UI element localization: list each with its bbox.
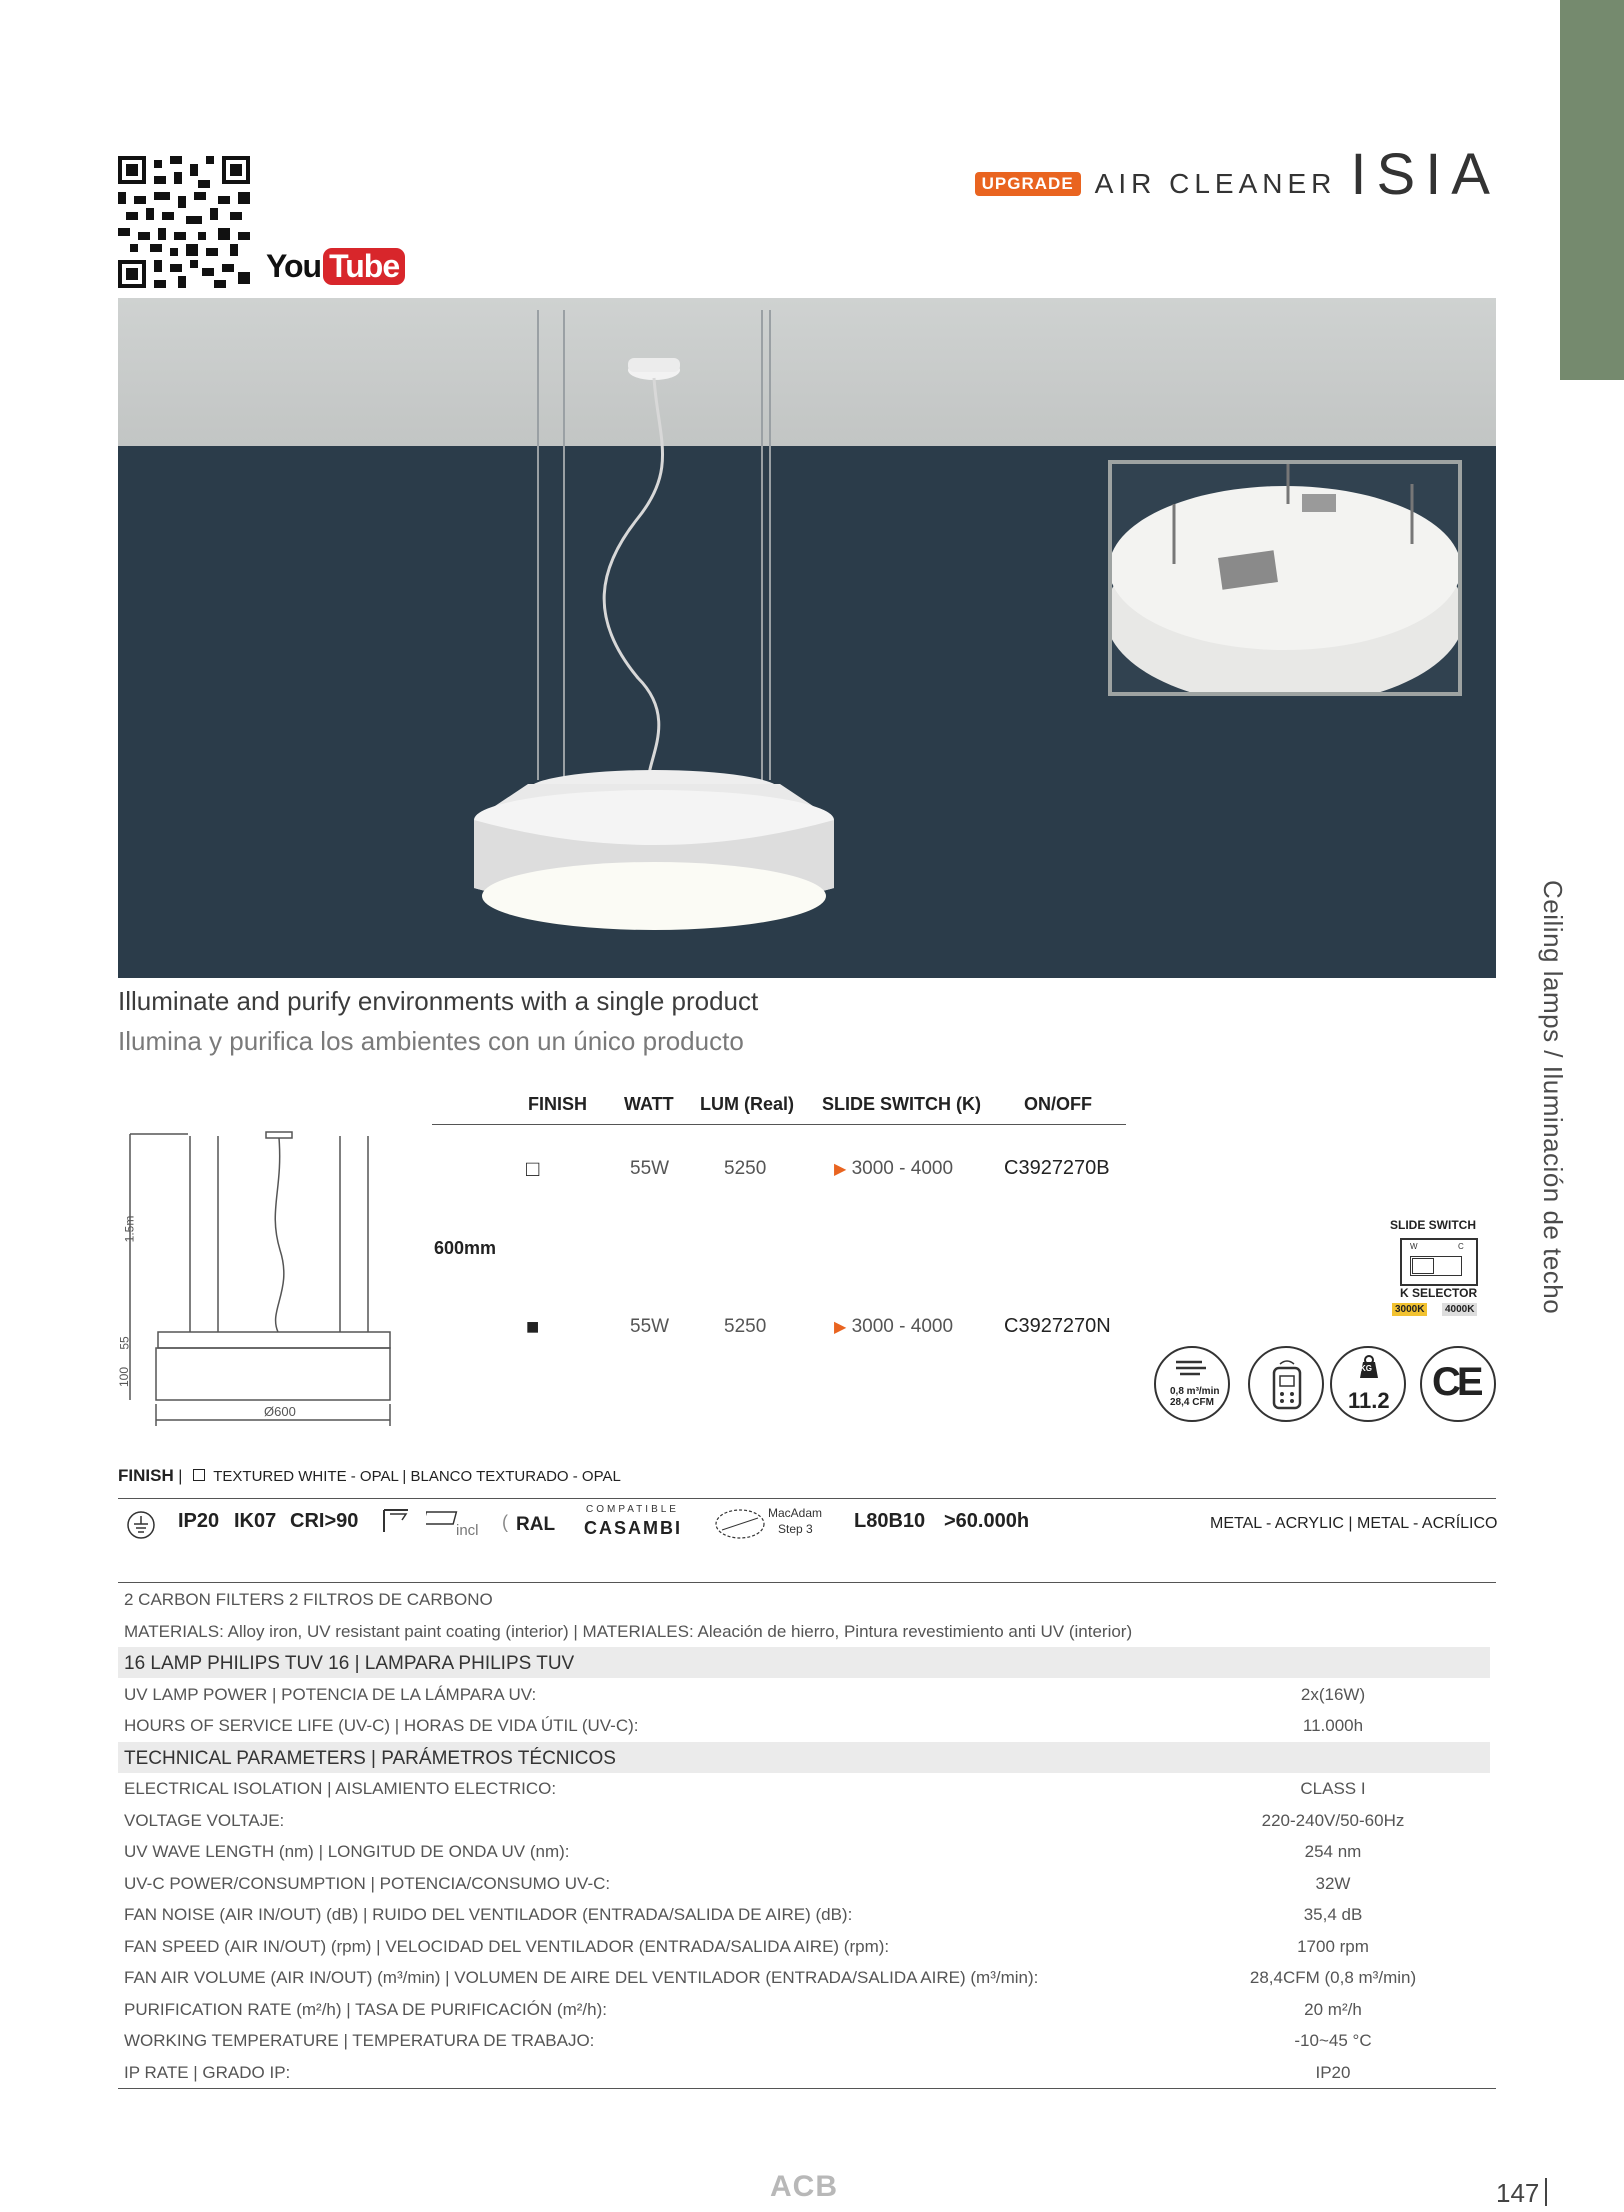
spec-value: 1700 rpm: [1297, 1936, 1369, 1956]
spec-label: IP RATE | GRADO IP:: [124, 2062, 291, 2082]
finish-separator: |: [178, 1468, 183, 1485]
macadam-step: Step 3: [778, 1522, 813, 1536]
lifetime-hours: >60.000h: [944, 1510, 1030, 1532]
spec-row: [118, 2057, 1490, 2088]
spec-label: FAN AIR VOLUME (AIR IN/OUT) (m³/min) | VOLUMEN DE AIRE DEL VENTILADOR (ENTRADA/SALIDA AIRE) (m³/min):: [124, 1968, 1039, 1987]
table-header-rule: [432, 1124, 1126, 1125]
col-watt: WATT: [624, 1094, 674, 1114]
ce-mark-text: CE: [1432, 1360, 1480, 1404]
spec-row: [118, 1742, 1490, 1773]
finish-line: [118, 1466, 621, 1486]
spec-row: [118, 1647, 1490, 1678]
spec-label: HOURS OF SERVICE LIFE (UV-C) | HORAS DE VIDA ÚTIL (UV-C):: [124, 1716, 639, 1735]
spec-row: [118, 1899, 1490, 1930]
tagline-english: Illuminate and purify environments with a single product: [118, 986, 759, 1016]
ik-rating: IK07: [234, 1510, 277, 1532]
spec-row: [118, 1773, 1490, 1804]
ral-arc-icon: (: [502, 1512, 508, 1532]
play-triangle-icon: ▶: [834, 1319, 847, 1336]
ce-mark-icon: [1420, 1346, 1496, 1422]
ral-label: RAL: [516, 1514, 556, 1535]
spec-value: 35,4 dB: [1303, 1905, 1363, 1924]
product-category: AIR CLEANER: [1094, 168, 1337, 199]
spec-row: [118, 1868, 1490, 1899]
row1-finish-swatch: □: [526, 1156, 540, 1181]
spec-value: 254 nm: [1304, 1842, 1362, 1861]
row2-lum: 5250: [724, 1316, 767, 1337]
spec-value: -10~45 °C: [1294, 2031, 1372, 2050]
spec-value: 20 m²/h: [1304, 1999, 1362, 2019]
lifetime-l80: L80B10: [854, 1510, 926, 1532]
section-color-tab: [1560, 0, 1624, 380]
dimension-height: 1.5m: [122, 1215, 137, 1243]
spec-row: [118, 1805, 1490, 1836]
spec-row: [118, 1679, 1490, 1710]
row2-finish-swatch: ■: [526, 1314, 540, 1339]
spec-label: MATERIALS: Alloy iron, UV resistant paint coating (interior) | MATERIALES: Aleación de hierro, Pintura revestimiento anti UV (interior): [124, 1621, 1133, 1641]
youtube-logo[interactable]: [266, 244, 405, 288]
casambi-compatible: COMPATIBLE: [586, 1504, 679, 1515]
k-3000-badge: 3000K: [1392, 1303, 1427, 1316]
k-4000-badge: 4000K: [1442, 1303, 1477, 1316]
detail-inset-photo: [1108, 460, 1462, 696]
spec-label: FAN SPEED (AIR IN/OUT) (rpm) | VELOCIDAD DEL VENTILADOR (ENTRADA/SALIDA AIRE) (rpm):: [124, 1936, 890, 1956]
row1-switch: ▶ 3000 - 4000: [834, 1158, 954, 1179]
product-header: [975, 142, 1500, 207]
slide-switch-icon: [1400, 1238, 1478, 1286]
spec-label: 2 CARBON FILTERS 2 FILTROS DE CARBONO: [124, 1590, 493, 1609]
weight-icon: [1330, 1346, 1406, 1422]
row2-watt: 55W: [630, 1316, 670, 1337]
specs-top-rule: [118, 1582, 1496, 1583]
switch-c-label: C: [1458, 1242, 1464, 1251]
upgrade-badge: UPGRADE: [975, 172, 1081, 196]
mounting-icon: [382, 1508, 410, 1534]
spec-row: [118, 1962, 1490, 1993]
qr-code: [118, 156, 250, 288]
tagline-spanish: Ilumina y purifica los ambientes con un único producto: [118, 1026, 744, 1056]
spec-label: UV-C POWER/CONSUMPTION | POTENCIA/CONSUMO UV-C:: [124, 1873, 611, 1893]
row2-code: C3927270N: [1004, 1315, 1111, 1337]
col-onoff: ON/OFF: [1024, 1094, 1092, 1114]
col-finish: FINISH: [528, 1094, 588, 1114]
youtube-logo-you: You: [266, 247, 322, 284]
slide-switch-title: SLIDE SWITCH: [1390, 1218, 1476, 1232]
k-selector-label: K SELECTOR: [1400, 1286, 1478, 1300]
spec-row: [118, 1710, 1490, 1741]
remote-control-icon: [1248, 1346, 1324, 1422]
spec-row: [118, 2025, 1490, 2056]
macadam-label: MacAdam: [768, 1506, 823, 1520]
switch-w-label: W: [1410, 1242, 1418, 1251]
section-side-label: Ceiling lamps / Iluminación de techo: [1538, 880, 1568, 1315]
col-lum: LUM (Real): [700, 1094, 794, 1114]
casambi-logo: CASAMBI: [584, 1518, 682, 1538]
ground-icon: [126, 1510, 156, 1540]
macadam-icon: [712, 1506, 768, 1542]
driver-incl-label: incl: [456, 1522, 479, 1539]
specs-bottom-rule: [118, 2088, 1496, 2089]
air-flow-cfm: 28,4 CFM: [1170, 1397, 1214, 1408]
weight-value: 11.2: [1348, 1388, 1390, 1413]
spec-label: PURIFICATION RATE (m²/h) | TASA DE PURIFICACIÓN (m²/h):: [124, 1999, 607, 2019]
page-number: 147: [1496, 2178, 1547, 2209]
product-name: ISIA: [1350, 142, 1500, 207]
row1-watt: 55W: [630, 1158, 670, 1179]
spec-value: 11.000h: [1302, 1716, 1364, 1735]
spec-label: UV LAMP POWER | POTENCIA DE LA LÁMPARA UV:: [124, 1684, 537, 1704]
row1-lum: 5250: [724, 1158, 767, 1179]
spec-row: [118, 1584, 1490, 1615]
finish-text: TEXTURED WHITE - OPAL | BLANCO TEXTURADO - OPAL: [213, 1468, 621, 1485]
weight-kg-label: KG: [1360, 1364, 1372, 1373]
spec-label: WORKING TEMPERATURE | TEMPERATURA DE TRABAJO:: [124, 2031, 595, 2050]
ip-rating: IP20: [178, 1510, 220, 1532]
spec-value: 32W: [1315, 1873, 1351, 1893]
spec-row: [118, 1931, 1490, 1962]
spec-row: [118, 1836, 1490, 1867]
spec-label: ELECTRICAL ISOLATION | AISLAMIENTO ELECTRICO:: [124, 1779, 557, 1798]
dimension-drawing: [118, 1130, 418, 1430]
air-flow-icon: [1154, 1346, 1230, 1422]
material-label: METAL - ACRYLIC | METAL - ACRÍLICO: [1210, 1515, 1498, 1532]
spec-value: 28,4CFM (0,8 m³/min): [1249, 1968, 1417, 1987]
row2-switch: ▶ 3000 - 4000: [834, 1316, 954, 1337]
spec-label: 16 LAMP PHILIPS TUV 16 | LAMPARA PHILIPS TUV: [124, 1653, 575, 1674]
cert-top-rule: [118, 1498, 1496, 1499]
dimension-h1: 55: [117, 1336, 132, 1350]
spec-row: [118, 1616, 1490, 1647]
spec-label: VOLTAGE VOLTAJE:: [124, 1810, 285, 1830]
spec-value: IP20: [1315, 2062, 1351, 2082]
play-triangle-icon: ▶: [834, 1161, 847, 1178]
col-slide-switch: SLIDE SWITCH (K): [822, 1094, 981, 1114]
spec-label: TECHNICAL PARAMETERS | PARÁMETROS TÉCNICOS: [124, 1747, 616, 1769]
row1-code: C3927270B: [1004, 1157, 1110, 1179]
product-photo: [118, 298, 1496, 978]
finish-label: FINISH: [118, 1466, 174, 1485]
spec-value: 2x(16W): [1300, 1684, 1366, 1704]
dimension-diameter: Ø600: [264, 1404, 296, 1419]
spec-label: FAN NOISE (AIR IN/OUT) (dB) | RUIDO DEL VENTILADOR (ENTRADA/SALIDA DE AIRE) (dB):: [124, 1905, 853, 1924]
finish-swatch-white: [193, 1469, 205, 1481]
spec-value: 220-240V/50-60Hz: [1261, 1810, 1405, 1830]
dimension-h2: 100: [117, 1366, 132, 1388]
brand-logo: ACB: [770, 2170, 838, 2203]
cri-rating: CRI>90: [290, 1510, 359, 1532]
spec-label: UV WAVE LENGTH (nm) | LONGITUD DE ONDA UV (nm):: [124, 1842, 570, 1861]
air-flow-m3: 0,8 m³/min: [1170, 1386, 1220, 1397]
product-size: 600mm: [434, 1238, 497, 1258]
spec-value: CLASS I: [1300, 1779, 1366, 1798]
spec-row: [118, 1994, 1490, 2025]
youtube-logo-tube: Tube: [323, 248, 405, 285]
